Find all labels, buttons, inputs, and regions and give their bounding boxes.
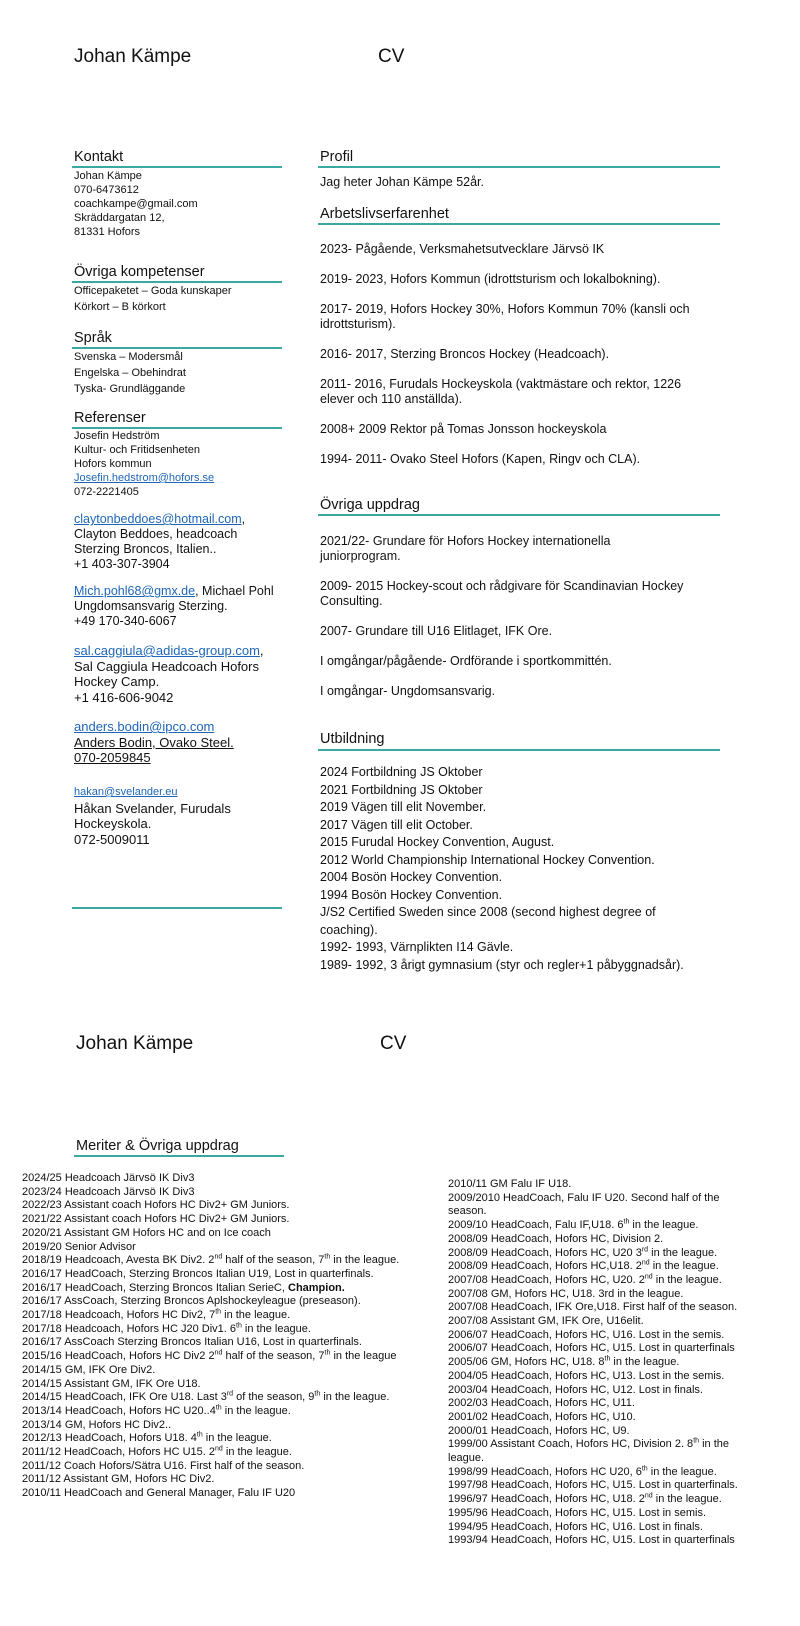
merit-text: 2009/2010 HeadCoach, Falu IF U20. Second half of the bbox=[448, 1191, 720, 1204]
merit-text: 2012/13 HeadCoach, Hofors U18. 4 bbox=[22, 1432, 197, 1445]
merit-line bbox=[448, 1288, 738, 1302]
profil-title: Profil bbox=[320, 149, 354, 165]
kompetenser-lines bbox=[74, 283, 232, 315]
utbildning-line: 2012 World Championship International Hockey Convention. bbox=[320, 852, 655, 867]
merit-text: of the season, 9 bbox=[233, 1391, 315, 1404]
ordinal-suffix: nd bbox=[214, 1253, 223, 1261]
utbildning-title: Utbildning bbox=[320, 731, 385, 747]
arbetsliv-item bbox=[320, 302, 690, 332]
merit-line bbox=[22, 1309, 399, 1323]
merit-text: in the league. bbox=[241, 1322, 311, 1335]
merit-text: in the league. bbox=[320, 1391, 390, 1404]
ordinal-suffix: th bbox=[604, 1355, 611, 1363]
merit-line bbox=[448, 1534, 738, 1548]
utbildning-line: 2015 Furudal Hockey Convention, August. bbox=[320, 835, 555, 849]
merit-line bbox=[448, 1479, 738, 1493]
ref6-line: Hockeyskola. bbox=[74, 816, 152, 831]
merit-line bbox=[448, 1178, 738, 1192]
ordinal-suffix: rd bbox=[226, 1390, 234, 1398]
arbetsliv-item bbox=[320, 422, 690, 437]
kontakt-rule bbox=[72, 166, 282, 168]
uppdrag-item bbox=[320, 624, 683, 639]
utbildning-line: 2017 Vägen till elit October. bbox=[320, 817, 473, 832]
uppdrag-line: Consulting. bbox=[320, 594, 383, 608]
merit-line bbox=[448, 1466, 738, 1480]
kontakt-email: coachkampe@gmail.com bbox=[74, 198, 198, 210]
merit-line bbox=[448, 1507, 738, 1521]
merit-text: 2007/08 HeadCoach, Hofors HC, U20. 2 bbox=[448, 1273, 645, 1286]
meriter-title: Meriter & Övriga uppdrag bbox=[76, 1138, 239, 1154]
arbetsliv-line: 2011- 2016, Furudals Hockeyskola (vaktmästare och rektor, 1226 bbox=[320, 377, 682, 391]
merit-line bbox=[448, 1274, 738, 1288]
arbetsliv-line: 2023- Pågående, Verksmahetsutvecklare Järvsö IK bbox=[320, 242, 605, 256]
utbildning-line: coaching). bbox=[320, 922, 378, 937]
arbetsliv-item bbox=[320, 272, 690, 287]
merit-text: in the league. bbox=[202, 1432, 272, 1445]
merit-line bbox=[448, 1521, 738, 1535]
merit-text: in the league. bbox=[610, 1356, 680, 1369]
merit-line bbox=[22, 1391, 399, 1405]
merit-line bbox=[22, 1213, 399, 1227]
ordinal-suffix: th bbox=[215, 1404, 222, 1412]
merit-line bbox=[22, 1295, 399, 1309]
merit-text: 2016/17 HeadCoach, Sterzing Broncos Italian U19, Lost in quarterfinals. bbox=[22, 1267, 374, 1280]
merit-line bbox=[448, 1219, 738, 1233]
utbildning-line: 2004 Bosön Hockey Convention. bbox=[320, 870, 503, 884]
ref4-email-suffix: , bbox=[259, 643, 264, 658]
merit-text: 2004/05 HeadCoach, Hofors HC, U13. Lost in the semis. bbox=[448, 1369, 725, 1382]
merit-text: in the bbox=[699, 1438, 729, 1451]
merit-line bbox=[22, 1336, 399, 1350]
merit-text: 2007/08 HeadCoach, IFK Ore,U18. First half of the season. bbox=[448, 1301, 738, 1314]
ordinal-suffix: nd bbox=[644, 1492, 653, 1500]
ref5-email-link[interactable]: anders.bodin@ipco.com bbox=[74, 719, 215, 734]
uppdrag-item bbox=[320, 579, 683, 609]
ordinal-suffix: th bbox=[314, 1390, 321, 1398]
merit-text: 2023/24 Headcoach Järvsö IK Div3 bbox=[22, 1185, 195, 1198]
uppdrag-line: 2007- Grundare till U16 Elitlaget, IFK Ore. bbox=[320, 624, 553, 638]
ref3-email-link[interactable]: Mich.pohl68@gmx.de bbox=[74, 584, 196, 598]
arbetsliv-rule bbox=[318, 223, 720, 225]
kompetens-line: Officepaketet – Goda kunskaper bbox=[74, 285, 232, 297]
ref6-line: Håkan Svelander, Furudals bbox=[74, 800, 231, 816]
merit-text: 2006/07 HeadCoach, Hofors HC, U16. Lost in the semis. bbox=[448, 1328, 725, 1341]
merit-line bbox=[448, 1315, 738, 1329]
kontakt-title: Kontakt bbox=[74, 149, 124, 165]
ordinal-suffix: th bbox=[215, 1308, 222, 1316]
merit-text: in the league. bbox=[648, 1246, 718, 1259]
merit-line bbox=[22, 1186, 399, 1200]
merit-text: 2016/17 AssCoach Sterzing Broncos Italian U16, Lost in quarterfinals. bbox=[22, 1336, 362, 1349]
reference-6 bbox=[74, 785, 231, 847]
arbetsliv-title: Arbetslivserfarenhet bbox=[320, 206, 449, 222]
ordinal-suffix: nd bbox=[214, 1349, 223, 1357]
ref1-phone: 072-2221405 bbox=[74, 486, 139, 498]
merit-text: in the league. bbox=[330, 1254, 400, 1267]
merit-text: 2024/25 Headcoach Järvsö IK Div3 bbox=[22, 1172, 195, 1184]
arbetsliv-line: 1994- 2011- Ovako Steel Hofors (Kapen, Ringv och CLA). bbox=[320, 452, 641, 466]
merit-text: 1998/99 HeadCoach, Hofors HC U20, 6 bbox=[448, 1465, 642, 1478]
left-column-end-rule bbox=[72, 907, 282, 909]
page2-cv-label: CV bbox=[380, 1033, 407, 1054]
merit-text: 2011/12 HeadCoach, Hofors HC U15. 2 bbox=[22, 1446, 216, 1459]
profil-text: Jag heter Johan Kämpe 52år. bbox=[320, 175, 485, 189]
merit-text: half of the season, 7 bbox=[222, 1254, 325, 1267]
merit-text: 2006/07 HeadCoach, Hofors HC, U15. Lost in quarterfinals bbox=[448, 1342, 735, 1355]
merit-text: in the league. bbox=[221, 1309, 291, 1322]
arbetsliv-line: idrottsturism). bbox=[320, 317, 396, 331]
ordinal-suffix: th bbox=[693, 1437, 700, 1445]
ref1-line: Hofors kommun bbox=[74, 458, 152, 470]
merit-line bbox=[22, 1446, 399, 1460]
merit-line bbox=[448, 1356, 738, 1370]
merit-line bbox=[448, 1397, 738, 1411]
merit-line bbox=[22, 1268, 399, 1282]
merit-line bbox=[448, 1370, 738, 1384]
merit-text: 2017/18 Headcoach, Hofors HC Div2, 7 bbox=[22, 1309, 216, 1322]
utbildning-line: 1994 Bosön Hockey Convention. bbox=[320, 887, 503, 902]
merit-line bbox=[448, 1192, 738, 1206]
kompetenser-title: Övriga kompetenser bbox=[74, 264, 205, 280]
merit-text: in the league. bbox=[652, 1493, 722, 1506]
merit-text: 1996/97 HeadCoach, Hofors HC, U18. 2 bbox=[448, 1493, 645, 1506]
ref2-line: Clayton Beddoes, headcoach bbox=[74, 527, 238, 541]
merit-line bbox=[22, 1432, 399, 1446]
reference-1 bbox=[74, 429, 214, 499]
reference-4 bbox=[74, 643, 264, 705]
arbetsliv-line: 2016- 2017, Sterzing Broncos Hockey (Headcoach). bbox=[320, 347, 610, 361]
merit-line bbox=[448, 1384, 738, 1398]
kontakt-line: Johan Kämpe bbox=[74, 170, 142, 182]
ref2-email-suffix: , bbox=[241, 512, 246, 526]
merit-text: 2010/11 HeadCoach and General Manager, Falu IF U20 bbox=[22, 1487, 296, 1500]
merit-text: 1995/96 HeadCoach, Hofors HC, U15. Lost in semis. bbox=[448, 1506, 707, 1519]
kontakt-line: 070-6473612 bbox=[74, 184, 139, 196]
utbildning-line: 2021 Fortbildning JS Oktober bbox=[320, 782, 483, 797]
ordinal-suffix: nd bbox=[644, 1273, 653, 1281]
uppdrag-rule bbox=[318, 514, 720, 516]
reference-5 bbox=[74, 719, 234, 766]
merit-text: in the league. bbox=[647, 1465, 717, 1478]
ordinal-suffix: th bbox=[324, 1253, 331, 1261]
merit-text: 2015/16 HeadCoach, Hofors HC Div2 2 bbox=[22, 1350, 215, 1363]
arbetsliv-item bbox=[320, 377, 690, 407]
ref4-phone: +1 416-606-9042 bbox=[74, 689, 174, 705]
uppdrag-item bbox=[320, 684, 683, 699]
merit-line bbox=[448, 1342, 738, 1356]
merit-line bbox=[22, 1350, 399, 1364]
merit-text: 2002/03 HeadCoach, Hofors HC, U11. bbox=[448, 1397, 635, 1410]
arbetsliv-line: 2017- 2019, Hofors Hockey 30%, Hofors Kommun 70% (kansli och bbox=[320, 302, 690, 316]
meriter-rule bbox=[74, 1155, 284, 1157]
merit-line bbox=[448, 1493, 738, 1507]
sprak-line: Svenska – Modersmål bbox=[74, 351, 183, 363]
merit-text: in the league bbox=[330, 1350, 397, 1363]
merit-text: 2011/12 Assistant GM, Hofors HC Div2. bbox=[22, 1473, 215, 1486]
merit-line bbox=[22, 1241, 399, 1255]
merit-line bbox=[448, 1301, 738, 1315]
ref1-line: Josefin Hedström bbox=[74, 430, 160, 442]
ordinal-suffix: th bbox=[196, 1431, 203, 1439]
ordinal-suffix: th bbox=[324, 1349, 331, 1357]
ref1-line: Kultur- och Fritidsenheten bbox=[74, 444, 200, 456]
merit-text: 2014/15 HeadCoach, IFK Ore U18. Last 3 bbox=[22, 1391, 227, 1404]
merit-line bbox=[22, 1378, 399, 1392]
uppdrag-list bbox=[320, 534, 683, 714]
uppdrag-title: Övriga uppdrag bbox=[320, 497, 420, 513]
merit-text: 2009/10 HeadCoach, Falu IF,U18. 6 bbox=[448, 1219, 624, 1232]
ref3-phone: +49 170-340-6067 bbox=[74, 614, 177, 628]
arbetsliv-line: elever och 110 anställda). bbox=[320, 392, 463, 406]
merit-text: in the league. bbox=[221, 1404, 291, 1417]
reference-3 bbox=[74, 584, 274, 629]
merit-text: 2014/15 Assistant GM, IFK Ore U18. bbox=[22, 1377, 201, 1390]
ordinal-suffix: nd bbox=[215, 1445, 223, 1453]
merit-text: 2017/18 Headcoach, Hofors HC J20 Div1. 6 bbox=[22, 1322, 237, 1335]
sprak-lines bbox=[74, 349, 186, 397]
utbildning-line: 1989- 1992, 3 årigt gymnasium (styr och regler+1 påbyggnadsår). bbox=[320, 957, 684, 972]
sprak-line: Tyska- Grundläggande bbox=[74, 383, 186, 395]
merit-text: 2005/06 GM, Hofors HC, U18. 8 bbox=[448, 1356, 605, 1369]
merit-line bbox=[22, 1172, 399, 1186]
ref2-phone: +1 403-307-3904 bbox=[74, 557, 170, 571]
merit-text: half of the season, 7 bbox=[222, 1350, 325, 1363]
meriter-left-column bbox=[22, 1172, 399, 1501]
ordinal-suffix: nd bbox=[641, 1259, 650, 1267]
ref2-line: Sterzing Broncos, Italien.. bbox=[74, 542, 217, 556]
merit-line bbox=[22, 1419, 399, 1433]
merit-line bbox=[448, 1411, 738, 1425]
merit-text: 2011/12 Coach Hofors/Sätra U16. First half of the season. bbox=[22, 1459, 305, 1472]
merit-line bbox=[22, 1199, 399, 1213]
kontakt-line: 81331 Hofors bbox=[74, 226, 141, 238]
merit-line bbox=[448, 1329, 738, 1343]
arbetsliv-item bbox=[320, 242, 690, 257]
merit-line bbox=[22, 1227, 399, 1241]
merit-text: in the league. bbox=[652, 1273, 722, 1286]
sprak-line: Engelska – Obehindrat bbox=[74, 367, 186, 379]
merit-text: 1993/94 HeadCoach, Hofors HC, U15. Lost in quarterfinals bbox=[448, 1534, 735, 1547]
ordinal-suffix: th bbox=[641, 1465, 648, 1473]
merit-text: 2008/09 HeadCoach, Hofors HC, U20 3 bbox=[448, 1246, 642, 1259]
merit-text: 2013/14 HeadCoach, Hofors HC U20..4 bbox=[22, 1404, 216, 1417]
page2-name: Johan Kämpe bbox=[76, 1033, 194, 1054]
merit-text: 2007/08 Assistant GM, IFK Ore, U16elit. bbox=[448, 1315, 644, 1328]
ref6-phone: 072-5009011 bbox=[74, 831, 150, 847]
arbetsliv-item bbox=[320, 347, 690, 362]
merit-text: league. bbox=[448, 1452, 485, 1465]
merit-line bbox=[448, 1425, 738, 1439]
ref4-line: Hockey Camp. bbox=[74, 674, 160, 689]
page1-cv-label: CV bbox=[378, 46, 405, 67]
merit-text: 2010/11 GM Falu IF U18. bbox=[448, 1178, 572, 1190]
merit-line bbox=[22, 1364, 399, 1378]
kontakt-line: Skräddargatan 12, bbox=[74, 212, 165, 224]
referenser-title: Referenser bbox=[74, 410, 146, 426]
arbetsliv-list bbox=[320, 242, 690, 482]
kontakt-lines bbox=[74, 169, 198, 239]
merit-text: in the league. bbox=[222, 1446, 292, 1459]
ref5-phone: 070-2059845 bbox=[74, 750, 151, 765]
utbildning-rule bbox=[318, 749, 720, 751]
merit-line bbox=[22, 1460, 399, 1474]
merit-text: 2013/14 GM, Hofors HC Div2.. bbox=[22, 1418, 172, 1431]
merit-text: 2021/22 Assistant coach Hofors HC Div2+ GM Juniors. bbox=[22, 1213, 290, 1226]
ref6-email-link[interactable]: hakan@svelander.eu bbox=[74, 786, 178, 798]
merit-text: in the league. bbox=[649, 1260, 719, 1273]
merit-text: season. bbox=[448, 1205, 487, 1218]
merit-line bbox=[22, 1487, 399, 1501]
merit-text: 1994/95 HeadCoach, Hofors HC, U16. Lost in finals. bbox=[448, 1520, 703, 1533]
merit-line bbox=[448, 1205, 738, 1219]
merit-text: in the league. bbox=[629, 1219, 699, 1232]
arbetsliv-line: 2019- 2023, Hofors Kommun (idrottsturism och lokalbokning). bbox=[320, 272, 661, 286]
uppdrag-line: I omgångar- Ungdomsansvarig. bbox=[320, 684, 496, 698]
meriter-right-column bbox=[448, 1178, 738, 1548]
utbildning-line: 2024 Fortbildning JS Oktober bbox=[320, 765, 483, 779]
arbetsliv-line: 2008+ 2009 Rektor på Tomas Jonsson hockeyskola bbox=[320, 422, 607, 436]
merit-line bbox=[448, 1247, 738, 1261]
merit-text: 2016/17 HeadCoach, Sterzing Broncos Italian SerieC, bbox=[22, 1281, 288, 1294]
merit-line bbox=[22, 1254, 399, 1268]
merit-text: 2020/21 Assistant GM Hofors HC and on Ice coach bbox=[22, 1226, 271, 1239]
merit-text: 2001/02 HeadCoach, Hofors HC, U10. bbox=[448, 1410, 636, 1423]
merit-text: 2008/09 HeadCoach, Hofors HC,U18. 2 bbox=[448, 1260, 642, 1273]
ref4-email-link[interactable]: sal.caggiula@adidas-group.com bbox=[74, 643, 260, 658]
uppdrag-line: 2009- 2015 Hockey-scout och rådgivare för Scandinavian Hockey bbox=[320, 579, 684, 593]
merit-text: 2007/08 GM, Hofors HC, U18. 3rd in the league. bbox=[448, 1287, 684, 1300]
merit-text: 2000/01 HeadCoach, Hofors HC, U9. bbox=[448, 1424, 630, 1437]
utbildning-list bbox=[320, 764, 684, 974]
merit-line bbox=[22, 1323, 399, 1337]
merit-line bbox=[448, 1438, 738, 1452]
merit-text: 2003/04 HeadCoach, Hofors HC, U12. Lost in finals. bbox=[448, 1383, 703, 1396]
ordinal-suffix: th bbox=[623, 1218, 630, 1226]
ordinal-suffix: rd bbox=[641, 1245, 649, 1253]
ref3-email-suffix: , Michael Pohl bbox=[195, 584, 274, 598]
utbildning-line: 1992- 1993, Värnplikten I14 Gävle. bbox=[320, 940, 514, 954]
arbetsliv-item bbox=[320, 452, 690, 467]
merit-bold-text: Champion. bbox=[288, 1281, 345, 1294]
merit-line bbox=[448, 1452, 738, 1466]
uppdrag-item bbox=[320, 534, 683, 564]
merit-line bbox=[448, 1233, 738, 1247]
ref3-line: Ungdomsansvarig Sterzing. bbox=[74, 599, 228, 613]
merit-line bbox=[22, 1473, 399, 1487]
profil-rule bbox=[318, 166, 720, 168]
merit-text: 1999/00 Assistant Coach, Hofors HC, Division 2. 8 bbox=[448, 1438, 694, 1451]
merit-text: 2014/15 GM, IFK Ore Div2. bbox=[22, 1363, 156, 1376]
merit-text: 2016/17 AssCoach, Sterzing Broncos Aplshockeyleague (preseason). bbox=[22, 1295, 361, 1308]
merit-text: 1997/98 HeadCoach, Hofors HC, U15. Lost in quarterfinals. bbox=[448, 1479, 738, 1492]
utbildning-line: 2019 Vägen till elit November. bbox=[320, 800, 487, 814]
merit-line bbox=[22, 1405, 399, 1419]
merit-text: 2008/09 HeadCoach, Hofors HC, Division 2. bbox=[448, 1232, 664, 1245]
ordinal-suffix: th bbox=[236, 1322, 242, 1330]
merit-text: 2018/19 Headcoach, Avesta BK Div2. 2 bbox=[22, 1254, 215, 1267]
merit-text: 2019/20 Senior Advisor bbox=[22, 1240, 136, 1253]
ref5-line: Anders Bodin, Ovako Steel. bbox=[74, 734, 234, 750]
uppdrag-item bbox=[320, 654, 683, 669]
ref2-email-link[interactable]: claytonbeddoes@hotmail.com bbox=[74, 512, 242, 526]
sprak-title: Språk bbox=[74, 330, 112, 346]
merit-line bbox=[448, 1260, 738, 1274]
ref1-email-link[interactable]: Josefin.hedstrom@hofors.se bbox=[74, 472, 215, 484]
reference-2 bbox=[74, 512, 245, 572]
page1-name: Johan Kämpe bbox=[74, 46, 192, 67]
merit-text: 2022/23 Assistant coach Hofors HC Div2+ GM Juniors. bbox=[22, 1199, 290, 1212]
uppdrag-line: I omgångar/pågående- Ordförande i sportkommittén. bbox=[320, 654, 612, 668]
utbildning-line: J/S2 Certified Sweden since 2008 (second highest degree of bbox=[320, 905, 656, 919]
kompetens-line: Körkort – B körkort bbox=[74, 301, 166, 313]
merit-line bbox=[22, 1282, 399, 1296]
ref4-line: Sal Caggiula Headcoach Hofors bbox=[74, 658, 259, 674]
uppdrag-line: 2021/22- Grundare för Hofors Hockey internationella bbox=[320, 534, 611, 548]
uppdrag-line: juniorprogram. bbox=[320, 549, 401, 563]
